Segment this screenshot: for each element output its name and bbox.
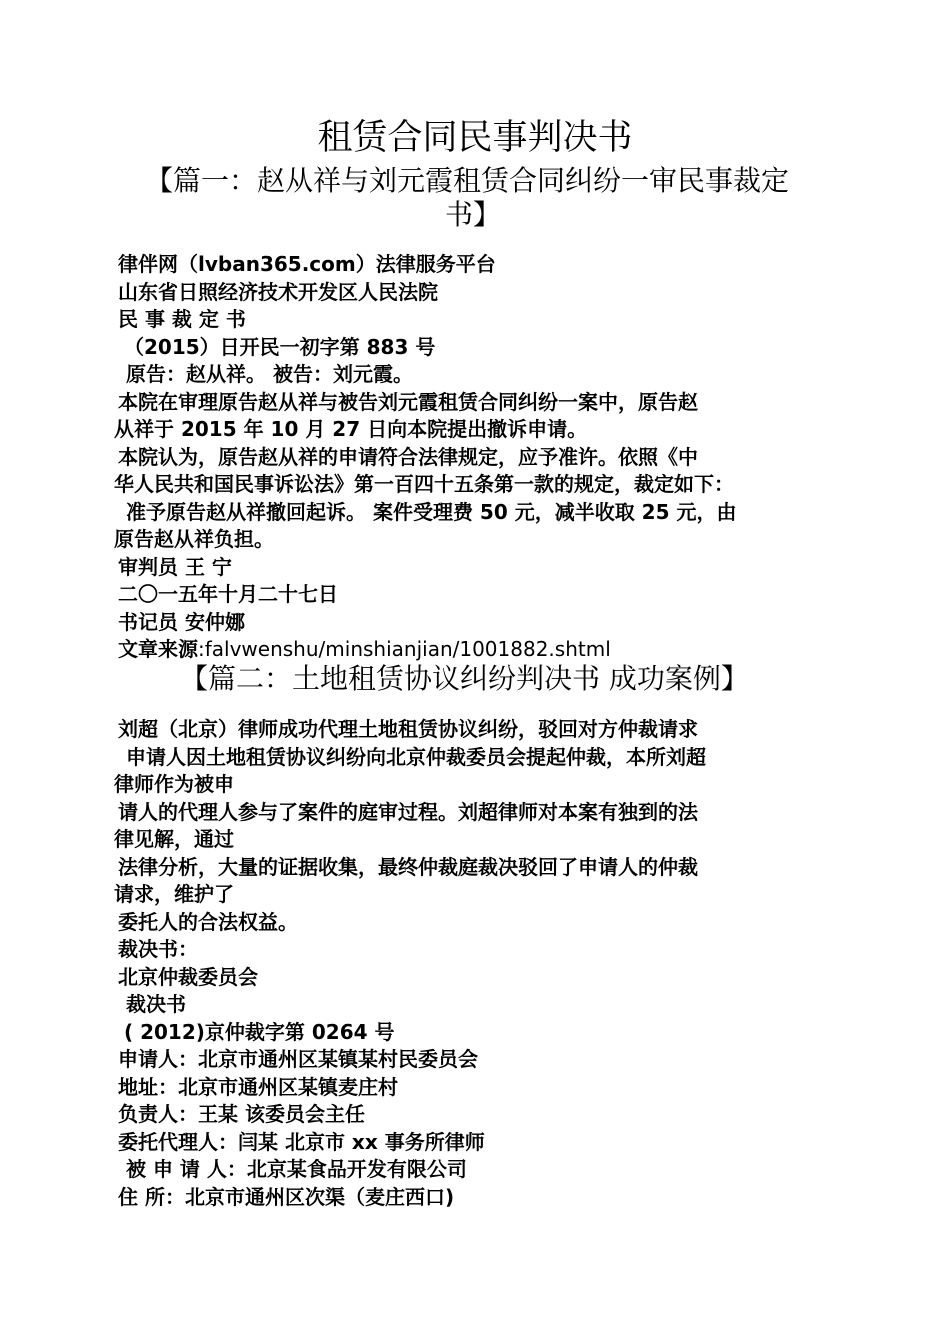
section1-line: 律伴网（lvban365.com）法律服务平台 <box>118 252 496 276</box>
section2-line: 申请人因土地租赁协议纠纷向北京仲裁委员会提起仲裁，本所刘超 <box>126 745 706 769</box>
section2-line: 负责人：王某 该委员会主任 <box>118 1102 365 1126</box>
source-label: 文章来源 <box>118 637 198 661</box>
section2-line: 地址：北京市通州区某镇麦庄村 <box>118 1075 398 1099</box>
section2-line: 法律分析，大量的证据收集，最终仲裁庭裁决驳回了申请人的仲裁 <box>118 855 698 879</box>
document-title: 租赁合同民事判决书 <box>317 118 633 158</box>
source-line <box>118 636 838 662</box>
section2-line: 住 所：北京市通州区次渠（麦庄西口) <box>118 1185 455 1209</box>
section1-heading-line1: 【篇一：赵从祥与刘元霞租赁合同纠纷一审民事裁定 <box>145 164 790 197</box>
section1-line: 本院认为，原告赵从祥的申请符合法律规定，应予准许。依照《中 <box>118 445 698 469</box>
section1-line: 华人民共和国民事诉讼法》第一百四十五条第一款的规定，裁定如下： <box>114 472 734 496</box>
section1-line: 民 事 裁 定 书 <box>118 307 246 331</box>
section1-line: 原告：赵从祥。 被告：刘元霞。 <box>126 362 413 386</box>
section1-line: 书记员 安仲娜 <box>118 610 245 634</box>
section1-line: 二〇一五年十月二十七日 <box>118 582 338 606</box>
section2-line: 申请人：北京市通州区某镇某村民委员会 <box>118 1047 478 1071</box>
section2-heading: 【篇二：土地租赁协议纠纷判决书 成功案例】 <box>180 662 749 695</box>
section2-line: 律见解，通过 <box>114 827 234 851</box>
section2-line: 委托人的合法权益。 <box>118 910 298 934</box>
section1-line: 本院在审理原告赵从祥与被告刘元霞租赁合同纠纷一案中，原告赵 <box>118 390 698 414</box>
section1-line: 审判员 王 宁 <box>118 555 232 579</box>
section2-line: 请人的代理人参与了案件的庭审过程。刘超律师对本案有独到的法 <box>118 800 698 824</box>
section1-line: 原告赵从祥负担。 <box>114 527 274 551</box>
section1-heading-line2: 书】 <box>445 198 502 231</box>
section1-line: 准予原告赵从祥撤回起诉。 案件受理费 50 元，减半收取 25 元，由 <box>126 500 737 524</box>
section2-line: 被 申 请 人：北京某食品开发有限公司 <box>126 1157 467 1181</box>
section2-line: ( 2012)京仲裁字第 0264 号 <box>124 1020 395 1044</box>
section1-line: 山东省日照经济技术开发区人民法院 <box>118 280 438 304</box>
section2-line: 北京仲裁委员会 <box>118 965 258 989</box>
section2-line: 裁决书： <box>118 937 198 961</box>
section2-line: 委托代理人：闫某 北京市 xx 事务所律师 <box>118 1130 485 1154</box>
section2-line: 刘超（北京）律师成功代理土地租赁协议纠纷，驳回对方仲裁请求 <box>118 717 698 741</box>
section2-line: 请求，维护了 <box>114 882 234 906</box>
section2-line: 裁决书 <box>126 992 186 1016</box>
source-value: :falvwenshu/minshianjian/1001882.shtml <box>198 637 611 661</box>
section1-line: 从祥于 2015 年 10 月 27 日向本院提出撤诉申请。 <box>114 417 588 441</box>
section1-line: （2015）日开民一初字第 883 号 <box>124 335 436 359</box>
section2-line: 律师作为被申 <box>114 772 234 796</box>
